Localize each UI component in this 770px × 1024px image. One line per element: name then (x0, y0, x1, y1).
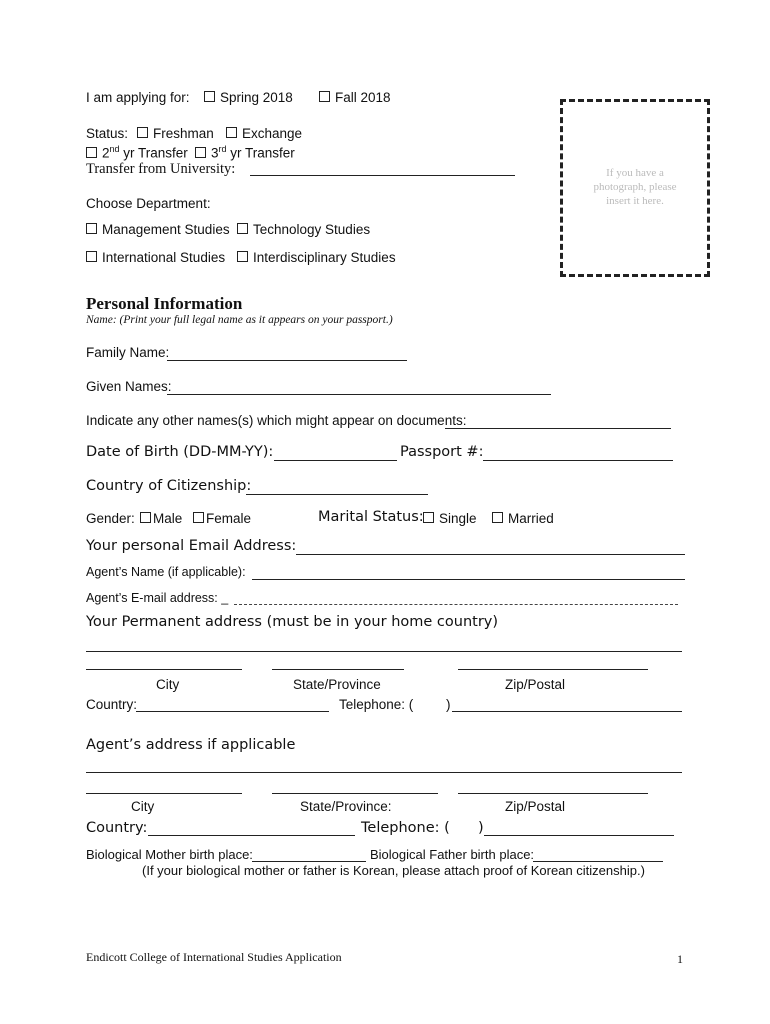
permanent-city-label: City (156, 677, 180, 692)
passport-label: Passport #: (400, 444, 484, 460)
management-studies-option[interactable]: Management Studies (86, 222, 230, 237)
father-birthplace-field[interactable] (533, 861, 663, 862)
international-studies-option[interactable]: International Studies (86, 250, 225, 265)
agent-address-title: Agent’s address if applicable (86, 737, 296, 753)
checkbox-icon[interactable] (492, 512, 503, 523)
applying-label: I am applying for: (86, 90, 190, 105)
status-label: Status: (86, 126, 129, 141)
transfer-2nd-option[interactable]: 2nd yr Transfer (86, 144, 188, 161)
agent-telephone-paren: ) (478, 820, 484, 836)
checkbox-icon[interactable] (86, 223, 97, 234)
dob-label: Date of Birth (DD-MM-YY): (86, 444, 274, 460)
transfer-university-label: Transfer from University: (86, 161, 236, 177)
transfer-university-field[interactable] (250, 175, 515, 176)
agent-telephone-field[interactable] (484, 835, 674, 836)
permanent-telephone-field[interactable] (452, 711, 682, 712)
given-names-field[interactable] (167, 394, 551, 395)
single-option[interactable]: Single (423, 511, 477, 526)
technology-studies-option[interactable]: Technology Studies (237, 222, 370, 237)
family-name-label: Family Name: (86, 345, 170, 360)
father-birthplace-label: Biological Father birth place: (370, 847, 535, 862)
family-name-field[interactable] (167, 360, 407, 361)
citizenship-field[interactable] (246, 494, 428, 495)
agent-state-label: State/Province: (300, 799, 392, 814)
agent-city-field[interactable] (86, 793, 242, 794)
agent-email-field[interactable] (234, 604, 678, 605)
photo-box[interactable] (560, 99, 710, 277)
transfer-3rd-option[interactable]: 3rd yr Transfer (195, 144, 295, 161)
permanent-city-field[interactable] (86, 669, 242, 670)
name-note: Name: (Print your full legal name as it appears on your passport.) (86, 314, 393, 326)
permanent-telephone-label: Telephone: ( (339, 697, 414, 712)
agent-country-label: Country: (86, 820, 148, 836)
permanent-country-label: Country: (86, 697, 138, 712)
married-option[interactable]: Married (492, 511, 554, 526)
agent-zip-field[interactable] (458, 793, 648, 794)
permanent-address-line1[interactable] (86, 651, 682, 652)
agent-name-label: Agent’s Name (if applicable): (86, 565, 246, 579)
interdisciplinary-studies-option[interactable]: Interdisciplinary Studies (237, 250, 396, 265)
agent-name-field[interactable] (252, 579, 685, 580)
permanent-state-label: State/Province (293, 677, 381, 692)
checkbox-icon[interactable] (226, 127, 237, 138)
other-names-label: Indicate any other names(s) which might appear on documents: (86, 413, 467, 428)
agent-zip-label: Zip/Postal (505, 799, 566, 814)
permanent-country-field[interactable] (136, 711, 329, 712)
marital-status-label: Marital Status: (318, 509, 424, 525)
male-option[interactable]: Male (140, 511, 182, 526)
spring-2018-option[interactable]: Spring 2018 (204, 90, 293, 105)
agent-state-field[interactable] (272, 793, 438, 794)
footer-title: Endicott College of International Studies Application (86, 950, 342, 964)
department-label: Choose Department: (86, 196, 211, 211)
permanent-address-title: Your Permanent address (must be in your home country) (86, 614, 499, 630)
agent-address-line1[interactable] (86, 772, 682, 773)
checkbox-icon[interactable] (237, 223, 248, 234)
agent-telephone-label: Telephone: ( (361, 820, 450, 836)
checkbox-icon[interactable] (237, 251, 248, 262)
exchange-option[interactable]: Exchange (226, 126, 302, 141)
checkbox-icon[interactable] (86, 251, 97, 262)
checkbox-icon[interactable] (86, 147, 97, 158)
korean-citizenship-note: (If your biological mother or father is Korean, please attach proof of Korean citizenship.) (142, 863, 645, 878)
permanent-state-field[interactable] (272, 669, 404, 670)
checkbox-icon[interactable] (193, 512, 204, 523)
agent-country-field[interactable] (148, 835, 355, 836)
agent-city-label: City (131, 799, 155, 814)
other-names-field[interactable] (445, 428, 671, 429)
photo-instructions: If you have a photograph, please insert it here. (593, 167, 677, 207)
permanent-telephone-paren: ) (446, 697, 451, 712)
checkbox-icon[interactable] (195, 147, 206, 158)
mother-birthplace-label: Biological Mother birth place: (86, 847, 253, 862)
checkbox-icon[interactable] (137, 127, 148, 138)
passport-field[interactable] (483, 460, 673, 461)
gender-label: Gender: (86, 511, 135, 526)
given-names-label: Given Names: (86, 379, 172, 394)
checkbox-icon[interactable] (319, 91, 330, 102)
email-field[interactable] (296, 554, 685, 555)
mother-birthplace-field[interactable] (252, 861, 366, 862)
agent-email-label: Agent’s E-mail address: _ (86, 591, 229, 605)
checkbox-icon[interactable] (140, 512, 151, 523)
email-label: Your personal Email Address: (86, 538, 297, 554)
permanent-zip-field[interactable] (458, 669, 648, 670)
fall-2018-option[interactable]: Fall 2018 (319, 90, 391, 105)
checkbox-icon[interactable] (204, 91, 215, 102)
page-number: 1 (677, 952, 683, 966)
permanent-zip-label: Zip/Postal (505, 677, 566, 692)
citizenship-label: Country of Citizenship: (86, 478, 252, 494)
checkbox-icon[interactable] (423, 512, 434, 523)
dob-field[interactable] (274, 460, 397, 461)
freshman-option[interactable]: Freshman (137, 126, 214, 141)
personal-info-title: Personal Information (86, 294, 243, 313)
female-option[interactable]: Female (193, 511, 251, 526)
